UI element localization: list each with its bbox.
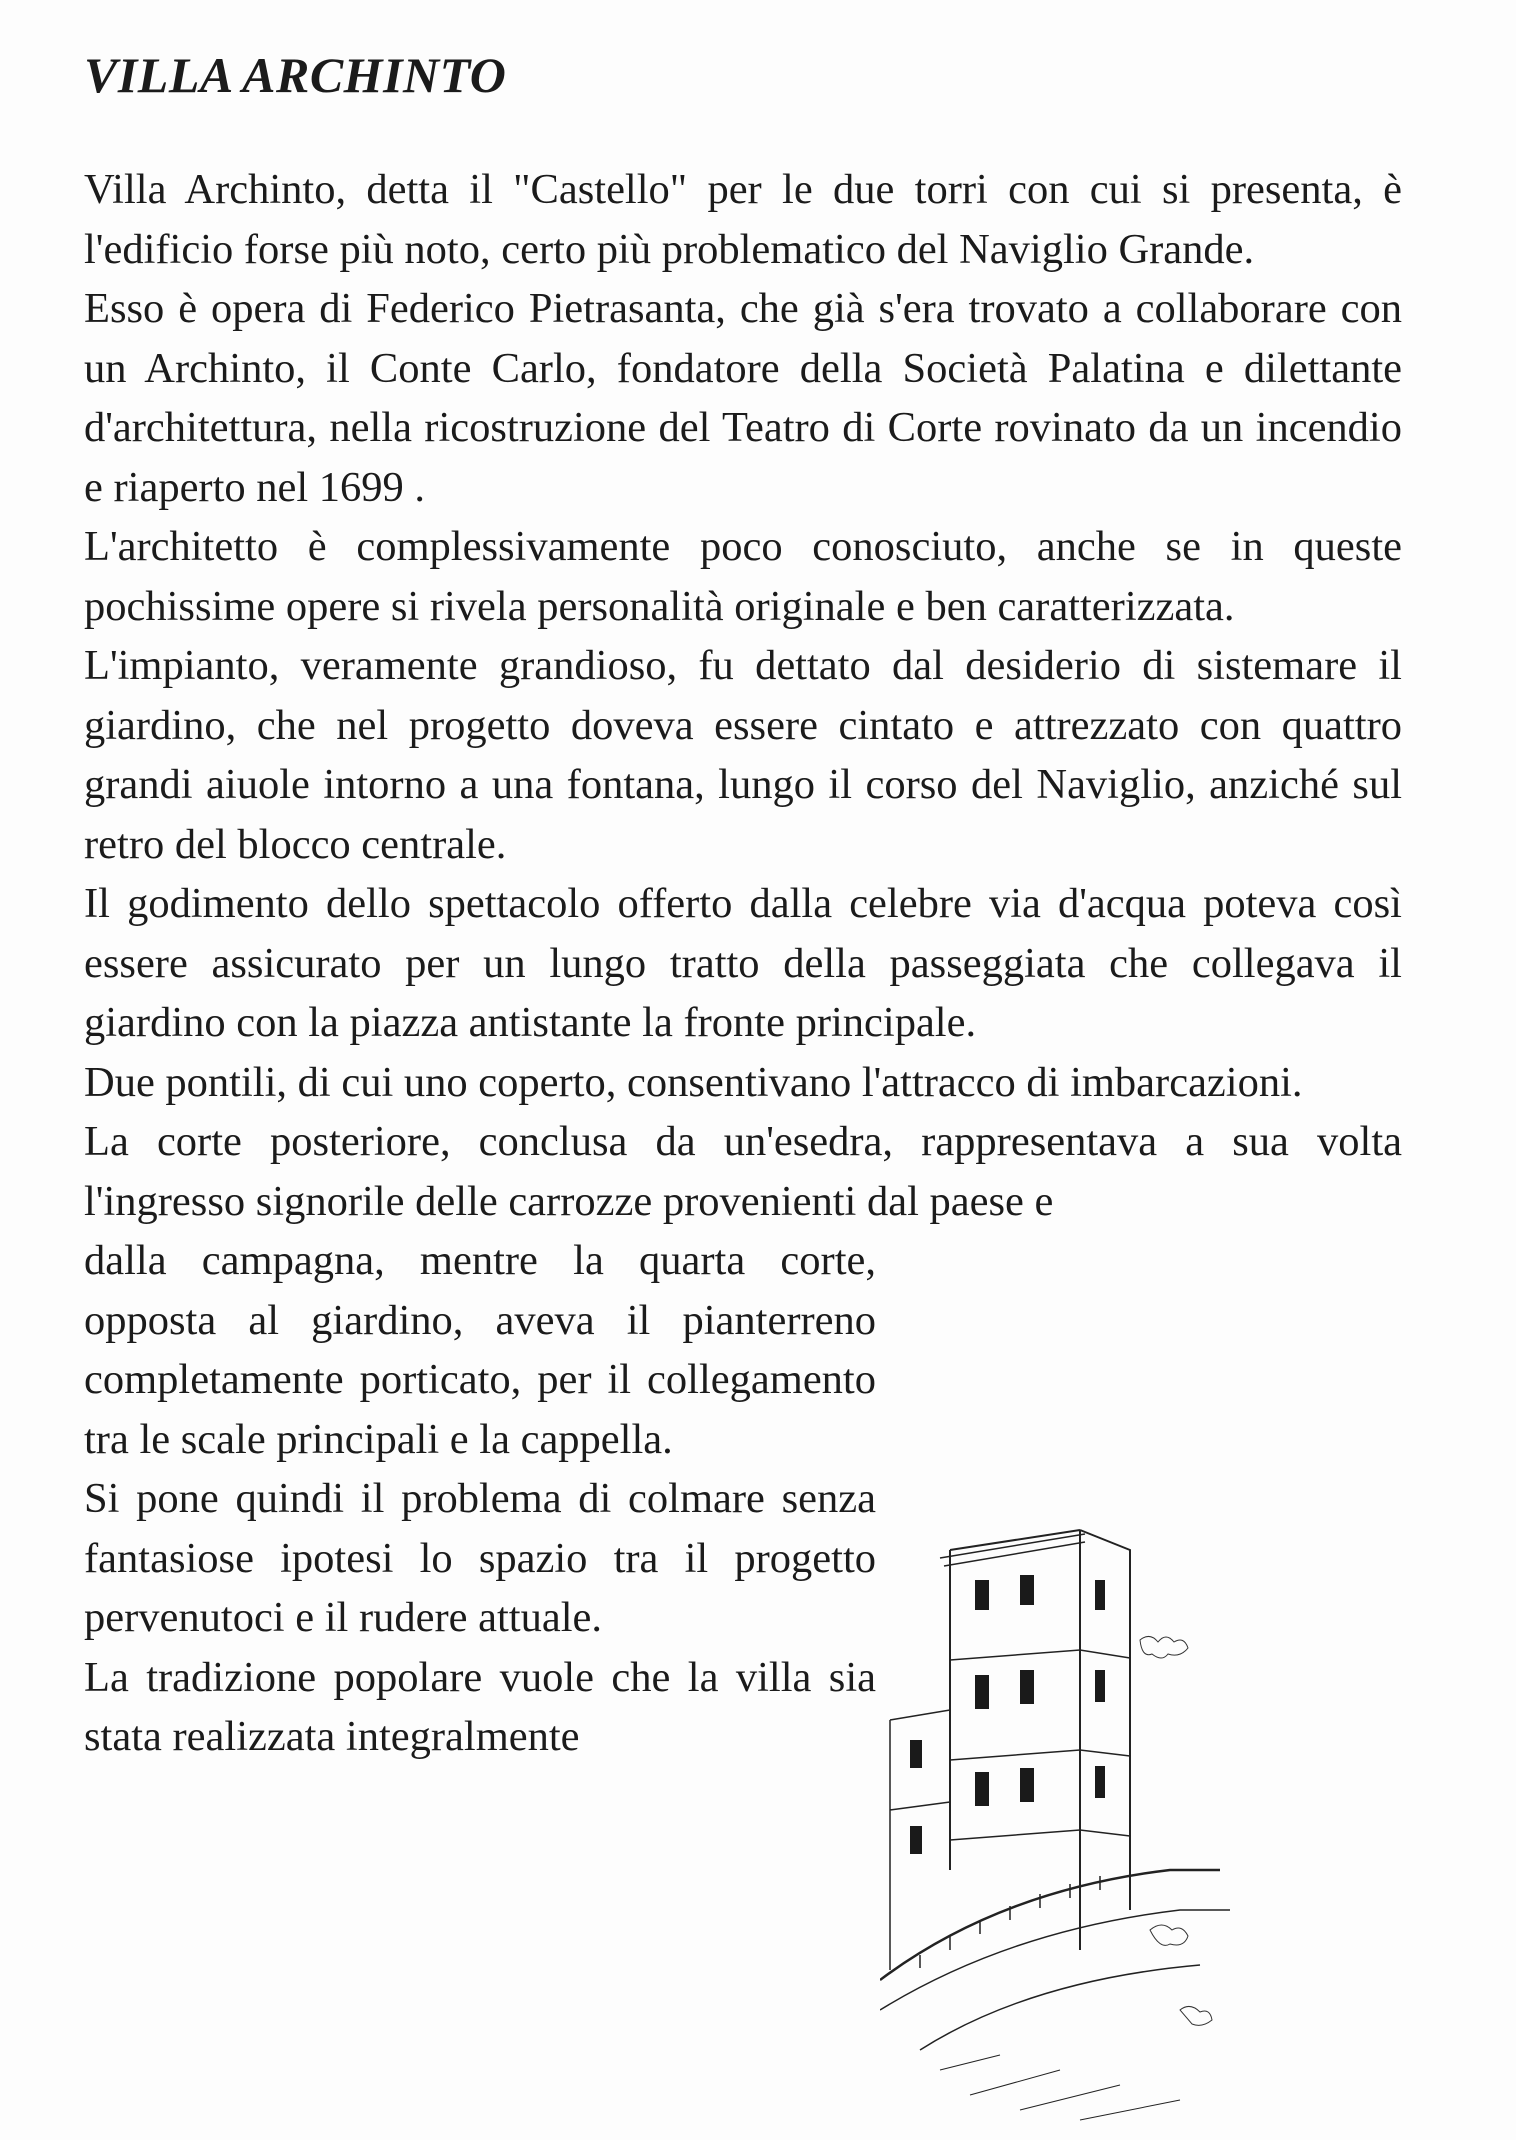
paragraph: Villa Archinto, detta il "Castello" per le due torri con cui si presenta, è l'edificio forse più noto, certo più problematico del Naviglio Grande. xyxy=(84,166,1402,273)
document-title: VILLA ARCHINTO xyxy=(84,47,507,103)
tower-sketch-illustration xyxy=(880,1510,1260,2130)
paragraph: L'architetto è complessivamente poco conosciuto, anche se in queste pochissime opere si rivela personalità originale e ben caratterizzata. xyxy=(84,523,1402,630)
paragraph: Esso è opera di Federico Pietrasanta, che già s'era trovato a collaborare con un Archinto, il Conte Carlo, fondatore della Società Palatina e dilettante d'architettura, nella ricostruzione del Teatro di Corte rovinato da un incendio e riaperto nel 1699 . xyxy=(84,285,1402,511)
paragraph: dalla campagna, mentre la quarta corte, opposta al giardino, aveva il pianterreno completamente porticato, per il collegamento tra le scale principali e la cappella. xyxy=(84,1237,876,1463)
paragraph: Si pone quindi il problema di colmare senza fantasiose ipotesi lo spazio tra il progetto pervenutoci e il rudere attuale. xyxy=(84,1475,876,1641)
paragraph: Due pontili, di cui uno coperto, consentivano l'attracco di imbarcazioni. xyxy=(84,1058,1303,1106)
paragraph: La corte posteriore, conclusa da un'esedra, rappresentava a sua volta l'ingresso signorile delle carrozze provenienti dal paese e xyxy=(84,1118,1402,1225)
paragraph: L'impianto, veramente grandioso, fu dettato dal desiderio di sistemare il giardino, che nel progetto doveva essere cintato e attrezzato con quattro grandi aiuole intorno a una fontana, lungo il corso del Naviglio, anziché sul retro del blocco centrale. xyxy=(84,642,1402,868)
paragraph: Il godimento dello spettacolo offerto dalla celebre via d'acqua poteva così essere assicurato per un lungo tratto della passeggiata che collegava il giardino con la piazza antistante la fronte principale. xyxy=(84,880,1402,1046)
paragraph: La tradizione popolare vuole che la villa sia stata realizzata integralmente xyxy=(84,1653,876,1760)
